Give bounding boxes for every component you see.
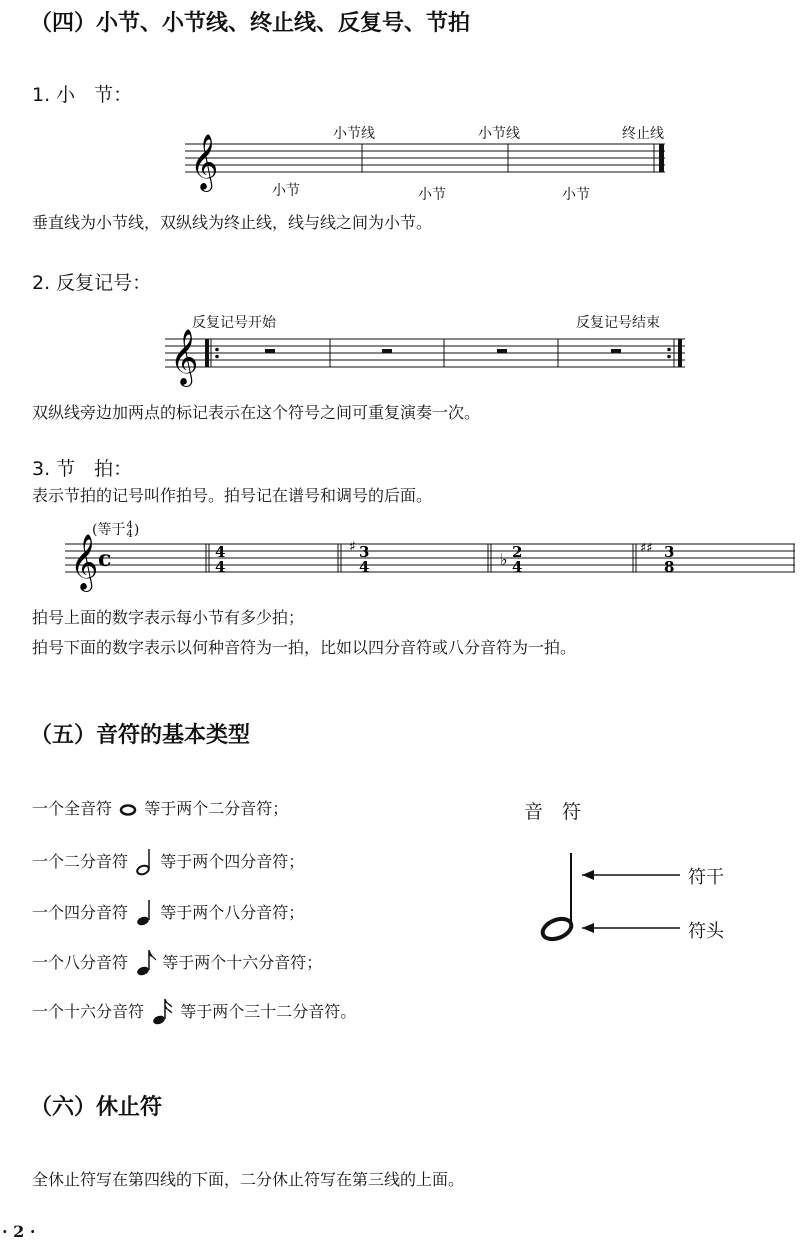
measure-caption: 垂直线为小节线，双纵线为终止线，线与线之间为小节。 (32, 213, 433, 232)
barline-label: 小节线 (478, 126, 520, 142)
stem-label: 符干 (688, 867, 724, 888)
eighth-note-icon (135, 948, 157, 978)
note-diagram-title: 音 符 (524, 801, 582, 823)
treble-clef-icon: 𝄞 (70, 534, 99, 590)
barline-label: 小节线 (333, 126, 375, 142)
note-row: 一个二分音符 等于两个四分音符； (32, 847, 304, 877)
meter-intro: 表示节拍的记号叫作拍号。拍号记在谱号和调号的后面。 (32, 486, 433, 505)
meter-heading: 3. 节 拍： (32, 458, 133, 480)
repeat-end-label: 反复记号结束 (576, 315, 660, 331)
section-4-title: （四）小节、小节线、终止线、反复号、节拍 (30, 11, 471, 36)
time-sig-top: 2 (512, 543, 523, 561)
measure-label: 小节 (562, 187, 590, 203)
measure-heading: 1. 小 节： (32, 84, 133, 106)
repeat-start-label: 反复记号开始 (192, 315, 276, 331)
repeat-caption: 双纵线旁边加两点的标记表示在这个符号之间可重复演奏一次。 (32, 403, 481, 422)
sharp-icon: ♯♯ (640, 541, 653, 556)
half-note-icon (135, 847, 153, 877)
half-rest-icon (382, 349, 392, 353)
measure-label: 小节 (418, 187, 446, 203)
treble-clef-icon: 𝄞 (170, 329, 199, 385)
sharp-icon: ♯ (349, 539, 356, 555)
common-time-icon: c (98, 546, 112, 572)
note-row: 一个八分音符 等于两个十六分音符； (32, 948, 322, 978)
whole-note-icon (119, 804, 137, 816)
section-6-title: （六）休止符 (30, 1095, 163, 1120)
arrow-left-icon (582, 923, 594, 933)
time-sig-bottom: 8 (664, 558, 675, 576)
half-rest-icon (265, 349, 275, 353)
time-sig-top: 4 (215, 543, 226, 561)
half-rest-icon (611, 349, 621, 353)
treble-clef-icon: 𝄞 (190, 134, 219, 190)
note-row: 一个十六分音符 等于两个三十二分音符。 (32, 997, 356, 1027)
final-barline-label: 终止线 (622, 126, 664, 142)
quarter-note-icon (135, 898, 153, 928)
note-row: 一个四分音符 等于两个八分音符； (32, 898, 304, 928)
time-sig-top: 3 (359, 543, 370, 561)
repeat-heading: 2. 反复记号： (32, 272, 152, 294)
time-sig-bottom: 4 (359, 558, 370, 576)
time-sig-top: 3 (664, 543, 675, 561)
half-rest-icon (497, 349, 507, 353)
time-sig-bottom: 4 (215, 558, 226, 576)
arrow-left-icon (582, 870, 594, 880)
note-head-icon (540, 915, 575, 943)
measure-label: 小节 (272, 183, 300, 199)
meter-caption-2: 拍号下面的数字表示以何种音符为一拍，比如以四分音符或八分音符为一拍。 (32, 638, 577, 657)
section-5-title: （五）音符的基本类型 (30, 723, 251, 748)
meter-caption-1: 拍号上面的数字表示每小节有多少拍； (32, 608, 305, 627)
head-label: 符头 (688, 921, 724, 942)
page-number: · 2 · (2, 1222, 36, 1241)
time-sig-bottom: 4 (512, 558, 523, 576)
sixteenth-note-icon (151, 997, 173, 1027)
rest-caption: 全休止符写在第四线的下面，二分休止符写在第三线的上面。 (32, 1170, 465, 1189)
common-time-note: (等于4 4) (92, 520, 140, 540)
note-row: 一个全音符 等于两个二分音符； (32, 799, 289, 818)
flat-icon: ♭ (500, 550, 508, 569)
